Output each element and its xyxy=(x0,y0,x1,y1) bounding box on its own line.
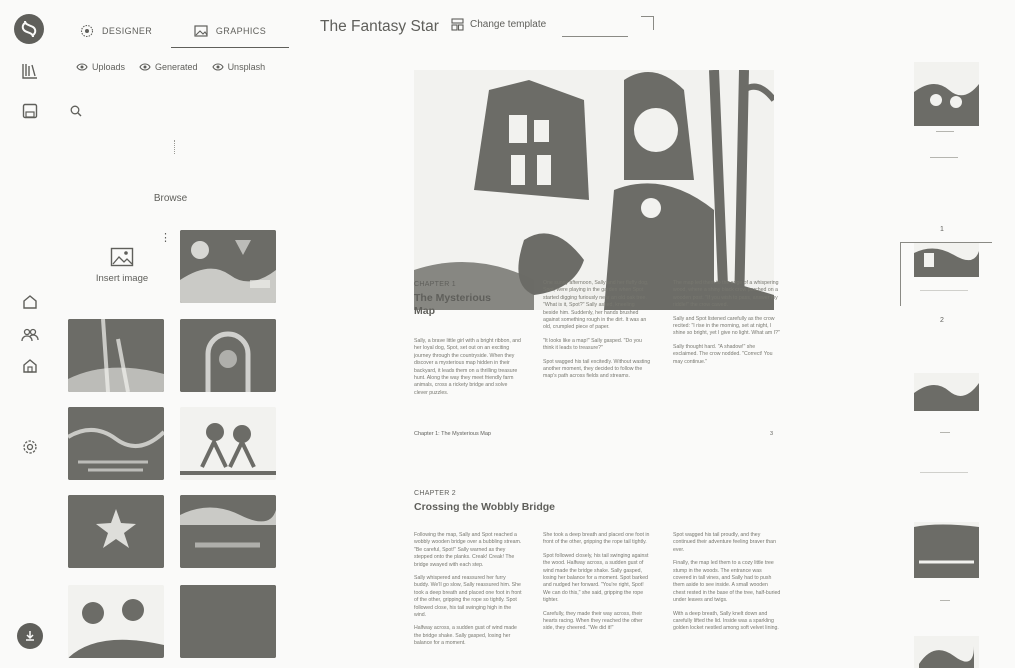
page-thumbnail[interactable] xyxy=(914,243,979,277)
paragraph: She took a deep breath and placed one foot in front of the other, gripping the rope tail tightly. xyxy=(543,532,650,546)
browse-link[interactable]: Browse xyxy=(153,193,188,204)
source-generated-label: Generated xyxy=(155,62,198,72)
paragraph: Carefully, they made their way across, their hearts racing. When they reached the other side, they cheered. "We did it!" xyxy=(543,610,643,632)
save-icon[interactable] xyxy=(19,100,41,122)
text-column[interactable] xyxy=(414,532,522,654)
tab-graphics[interactable] xyxy=(171,14,289,48)
text-column[interactable] xyxy=(673,280,781,372)
source-uploads[interactable] xyxy=(76,62,125,72)
download-button[interactable] xyxy=(17,623,43,649)
change-template-label: Change template xyxy=(470,19,547,30)
left-rail xyxy=(0,0,58,668)
source-uploads-label: Uploads xyxy=(92,62,126,72)
designer-icon xyxy=(80,24,94,38)
text-column[interactable] xyxy=(414,338,522,403)
text-column[interactable] xyxy=(543,280,651,387)
paragraph: Sally whispered and reassured her furry buddy. We'll go slow, Sally reassured him. She took a deep breath and placed one foot in front of the other, gripping the rope so tightly. Spot followed close, his tail swinging high in the wind. xyxy=(414,575,522,619)
cover-thumbnail[interactable] xyxy=(914,62,979,126)
paragraph: Halfway across, a sudden gust of wind made the bridge shake. Sally gasped, losing her balance for a moment. xyxy=(414,625,517,647)
text-column[interactable] xyxy=(673,532,781,639)
eye-icon xyxy=(76,62,88,72)
cover-label xyxy=(936,131,954,132)
tab-designer[interactable] xyxy=(80,14,152,48)
image-thumbnail[interactable] xyxy=(68,495,164,568)
chapter-label: CHAPTER 1 xyxy=(414,281,456,288)
house-icon[interactable] xyxy=(19,355,41,377)
cover-caption xyxy=(930,157,958,158)
page-thumbnail[interactable] xyxy=(914,373,979,411)
page-thumbnail[interactable] xyxy=(914,636,979,668)
source-unsplash-label: Unsplash xyxy=(227,62,266,72)
panel-tabs xyxy=(58,14,290,48)
page-thumbnail[interactable] xyxy=(914,522,979,578)
image-icon xyxy=(110,247,134,267)
page-marker xyxy=(940,600,950,601)
image-thumbnail[interactable] xyxy=(180,495,276,568)
paragraph: Spot wagged his tail proudly, and they continued their adventure feeling braver than ever. xyxy=(673,532,776,553)
image-thumbnail[interactable] xyxy=(68,319,164,392)
home-icon[interactable] xyxy=(19,291,41,313)
page-number: 3 xyxy=(770,431,774,437)
document-canvas[interactable] xyxy=(388,50,802,668)
image-thumbnail[interactable] xyxy=(68,407,164,480)
page-marker xyxy=(940,432,950,433)
eye-icon xyxy=(212,62,224,72)
image-thumbnail[interactable] xyxy=(180,230,276,303)
paragraph: With a deep breath, Sally knelt down and carefully lifted the lid. Inside was a sparkling golden locket nestled among soft velvet lining. xyxy=(673,610,779,632)
chapter-title[interactable]: The Mysterious Map xyxy=(414,292,492,317)
paragraph: Sally and Spot listened carefully as the crow recited: "I rise in the morning, set at night, I shine so bright, yet I give no light. What am I?" xyxy=(673,315,780,337)
source-generated[interactable] xyxy=(139,62,198,72)
page-text-preview xyxy=(920,472,968,473)
page-number: 1 xyxy=(940,226,944,233)
settings-icon[interactable] xyxy=(19,436,41,458)
more-options-icon[interactable]: ⋮ xyxy=(160,232,171,244)
eye-icon xyxy=(139,62,151,72)
template-icon xyxy=(451,18,464,31)
insert-image-tile[interactable] xyxy=(74,229,170,302)
library-icon[interactable] xyxy=(19,60,41,82)
image-icon xyxy=(194,25,208,37)
page-footer-title: Chapter 1: The Mysterious Map xyxy=(414,431,491,437)
paragraph: Spot wagged his tail excitedly. Without wasting another moment, they decided to follow the map's path across fields and streams. xyxy=(543,358,651,380)
document-title[interactable]: The Fantasy Star xyxy=(320,18,439,35)
text-column[interactable] xyxy=(543,532,651,639)
image-grid xyxy=(66,229,278,668)
image-thumbnail[interactable] xyxy=(180,585,276,658)
users-icon[interactable] xyxy=(19,324,41,346)
image-thumbnail[interactable] xyxy=(180,407,276,480)
paragraph: Following the map, Sally and Spot reached a wobbly wooden bridge over a bubbling stream. "Be careful, Spot!" Sally warned as they stepped onto the planks. Creak! Creak! The bridge swayed with each step. xyxy=(414,532,522,568)
app-logo-icon[interactable] xyxy=(14,14,44,44)
chapter-label: CHAPTER 2 xyxy=(414,490,456,497)
header-input-underline[interactable] xyxy=(562,36,628,37)
chapter-title[interactable]: Crossing the Wobbly Bridge xyxy=(414,501,555,513)
paragraph: The map led them to the edge of a whispering wood, where a shiny black crow perched on a wooden post. "If you wish to pass, answer my riddle!" the crow cawed. xyxy=(673,280,779,309)
page-thumbnail-strip xyxy=(900,0,1015,668)
insert-image-label: Insert image xyxy=(95,273,149,284)
image-thumbnail[interactable] xyxy=(68,585,164,658)
page-text-preview xyxy=(920,290,968,291)
search-icon[interactable] xyxy=(70,104,82,122)
paragraph: Finally, the map led them to a cozy little tree stump in the woods. The entrance was covered in tall vines, and Sally had to push them aside to see inside. A small wooden chest rested in the base of the tree, half-buried under leaves and twigs. xyxy=(673,560,781,604)
tab-graphics-label: GRAPHICS xyxy=(215,25,267,36)
change-template-button[interactable] xyxy=(451,18,546,31)
paragraph: Sally thought hard. "A shadow!" she exclaimed. The crow nodded. "Correct! You may continue." xyxy=(673,343,773,365)
paragraph: Sally, a brave little girl with a bright ribbon, and her loyal dog, Spot, set out on an exciting journey through the countryside. When they discover a mysterious map hidden in their backyard, it leads them on a thrilling treasure hunt. Along the way they meet friendly farm animals, cross a rickety bridge and solve clever puzzles. xyxy=(414,338,521,396)
crop-icon[interactable] xyxy=(641,16,654,30)
loading-indicator xyxy=(174,140,176,154)
graphics-panel xyxy=(58,0,298,668)
paragraph: One sunny afternoon, Sally and her fluffy dog, Spot, were playing in the garden when Spot started digging furiously near an old oak tree. "What is it, Spot?" Sally asked, kneeling beside him. Suddenly, her hands brushed against something rough in the dirt. It was an old, crumpled piece of paper. xyxy=(543,280,649,331)
chapter-illustration[interactable] xyxy=(414,70,774,310)
source-unsplash[interactable] xyxy=(212,62,266,72)
tab-designer-label: DESIGNER xyxy=(102,26,153,36)
image-thumbnail[interactable] xyxy=(180,319,276,392)
paragraph: Spot followed closely, his tail swinging against the wood. Halfway across, a sudden gust of wind made the bridge shake. Sally gasped, losing her balance for a moment. Spot barked and nudged her forward. "You're right, Spot! We can do this," she said, gripping the rope tighter. xyxy=(543,552,649,604)
page-number: 2 xyxy=(940,317,944,324)
image-source-filters xyxy=(76,62,265,72)
paragraph: "It looks like a map!" Sally gasped. "Do you think it leads to treasure?" xyxy=(543,337,642,352)
